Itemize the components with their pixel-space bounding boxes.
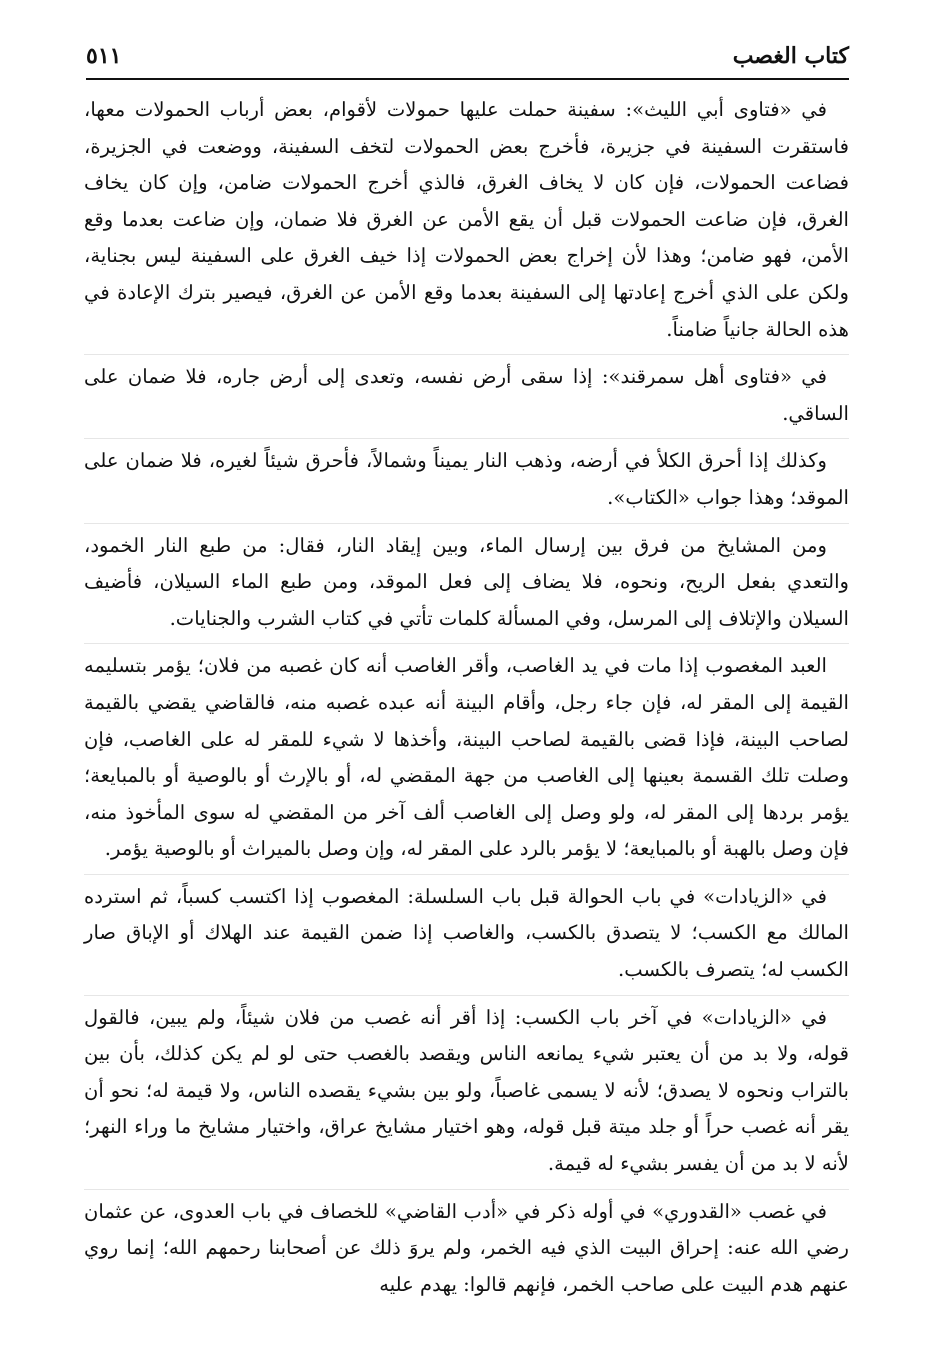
- page-number: ٥١١: [86, 43, 122, 69]
- paragraph-2: في «فتاوى أهل سمرقند»: إذا سقى أرض نفسه، وتعدى إلى أرض جاره، فلا ضمان على الساقي.: [84, 354, 849, 432]
- paragraph-4: ومن المشايخ من فرق بين إرسال الماء، وبين إيقاد النار، فقال: من طبع النار الخمود، والتعدي بفعل الريح، ونحوه، فلا يضاف إلى فعل الموقد، ومن طبع الماء السيلان، فأضيف السيلان والإتلاف إلى المرسل، وفي المسألة كلمات تأتي في كتاب الشرب والجنايات.: [84, 523, 849, 638]
- text-body: [84, 92, 849, 1350]
- running-header: [86, 34, 849, 80]
- chapter-title: كتاب الغصب: [732, 43, 849, 69]
- paragraph-5: العبد المغصوب إذا مات في يد الغاصب، وأقر الغاصب أنه كان غصبه من فلان؛ يؤمر بتسليمه القيمة إلى المقر له، فإن جاء رجل، وأقام البينة أنه عبده غصبه منه، فالقاضي يقضي بالقيمة لصاحب البينة، فإذا قضى بالقيمة لصاحب البينة، وأخذها لا شيء للمقر له على الغاصب، فإن وصلت تلك القسمة بعينها إلى الغاصب من جهة المقضي له، أو بالإرث أو بالوصية أو بالمبايعة؛ يؤمر بردها إلى المقر له، ولو وصل إلى الغاصب ألف آخر من المقضي له سوى المأخوذ منه، فإن وصل بالهبة أو بالمبايعة؛ لا يؤمر بالرد على المقر له، وإن وصل بالميراث أو بالوصية يؤمر.: [84, 643, 849, 868]
- paragraph-6: في «الزيادات» في باب الحوالة قبل باب السلسلة: المغصوب إذا اكتسب كسباً، ثم استرده المالك مع الكسب؛ لا يتصدق بالكسب، والغاصب إذا ضمن القيمة عند الهلاك أو الإباق صار الكسب له؛ يتصرف بالكسب.: [84, 874, 849, 989]
- paragraph-8: في غصب «القدوري» في أوله ذكر في «أدب القاضي» للخصاف في باب العدوى، عن عثمان رضي الله عنه: إحراق البيت الذي فيه الخمر، ولم يروَ ذلك عن أصحابنا رحمهم الله؛ إنما روي عنهم هدم البيت على صاحب الخمر، فإنهم قالوا: يهدم عليه: [84, 1189, 849, 1304]
- paragraph-7: في «الزيادات» في آخر باب الكسب: إذا أقر أنه غصب من فلان شيئاً، ولم يبين، فالقول قوله، ولا بد من أن يعتبر شيء يمانعه الناس ويقصد بالغصب حتى لو لم يكن كذلك، بأن بين بالتراب ونحوه لا يصدق؛ لأنه لا يسمى غاصباً، ولو بين بشيء يقصده الناس، ولا قيمة له؛ نحو أن يقر أنه غصب حراً أو جلد ميتة قبل قوله، وهو اختيار مشايخ عراق، واختيار مشايخ ما وراء النهر؛ لأنه لا بد من أن يفسر بشيء له قيمة.: [84, 995, 849, 1183]
- paragraph-1: في «فتاوى أبي الليث»: سفينة حملت عليها حمولات لأقوام، بعض أرباب الحمولات معها، فاستقرت السفينة في جزيرة، فأخرج بعض الحمولات لتخف السفينة، ووضعت في الجزيرة، فضاعت الحمولات، فإن كان لا يخاف الغرق، فالذي أخرج الحمولات ضامن، وإن كان يخاف الغرق، فإن ضاعت الحمولات قبل أن يقع الأمن عن الغرق فلا ضمان، وإن ضاعت بعدما وقع الأمن، فهو ضامن؛ وهذا لأن إخراج بعض الحمولات إذا خيف الغرق على السفينة ليس بجناية، ولكن على الذي أخرج إعادتها إلى السفينة بعدما وقع الأمن عن الغرق، فيصير بترك الإعادة في هذه الحالة جانياً ضامناً.: [84, 98, 849, 341]
- paragraph-3: وكذلك إذا أحرق الكلأ في أرضه، وذهب النار يميناً وشمالاً، فأحرق شيئاً لغيره، فلا ضمان على الموقد؛ وهذا جواب «الكتاب».: [84, 438, 849, 516]
